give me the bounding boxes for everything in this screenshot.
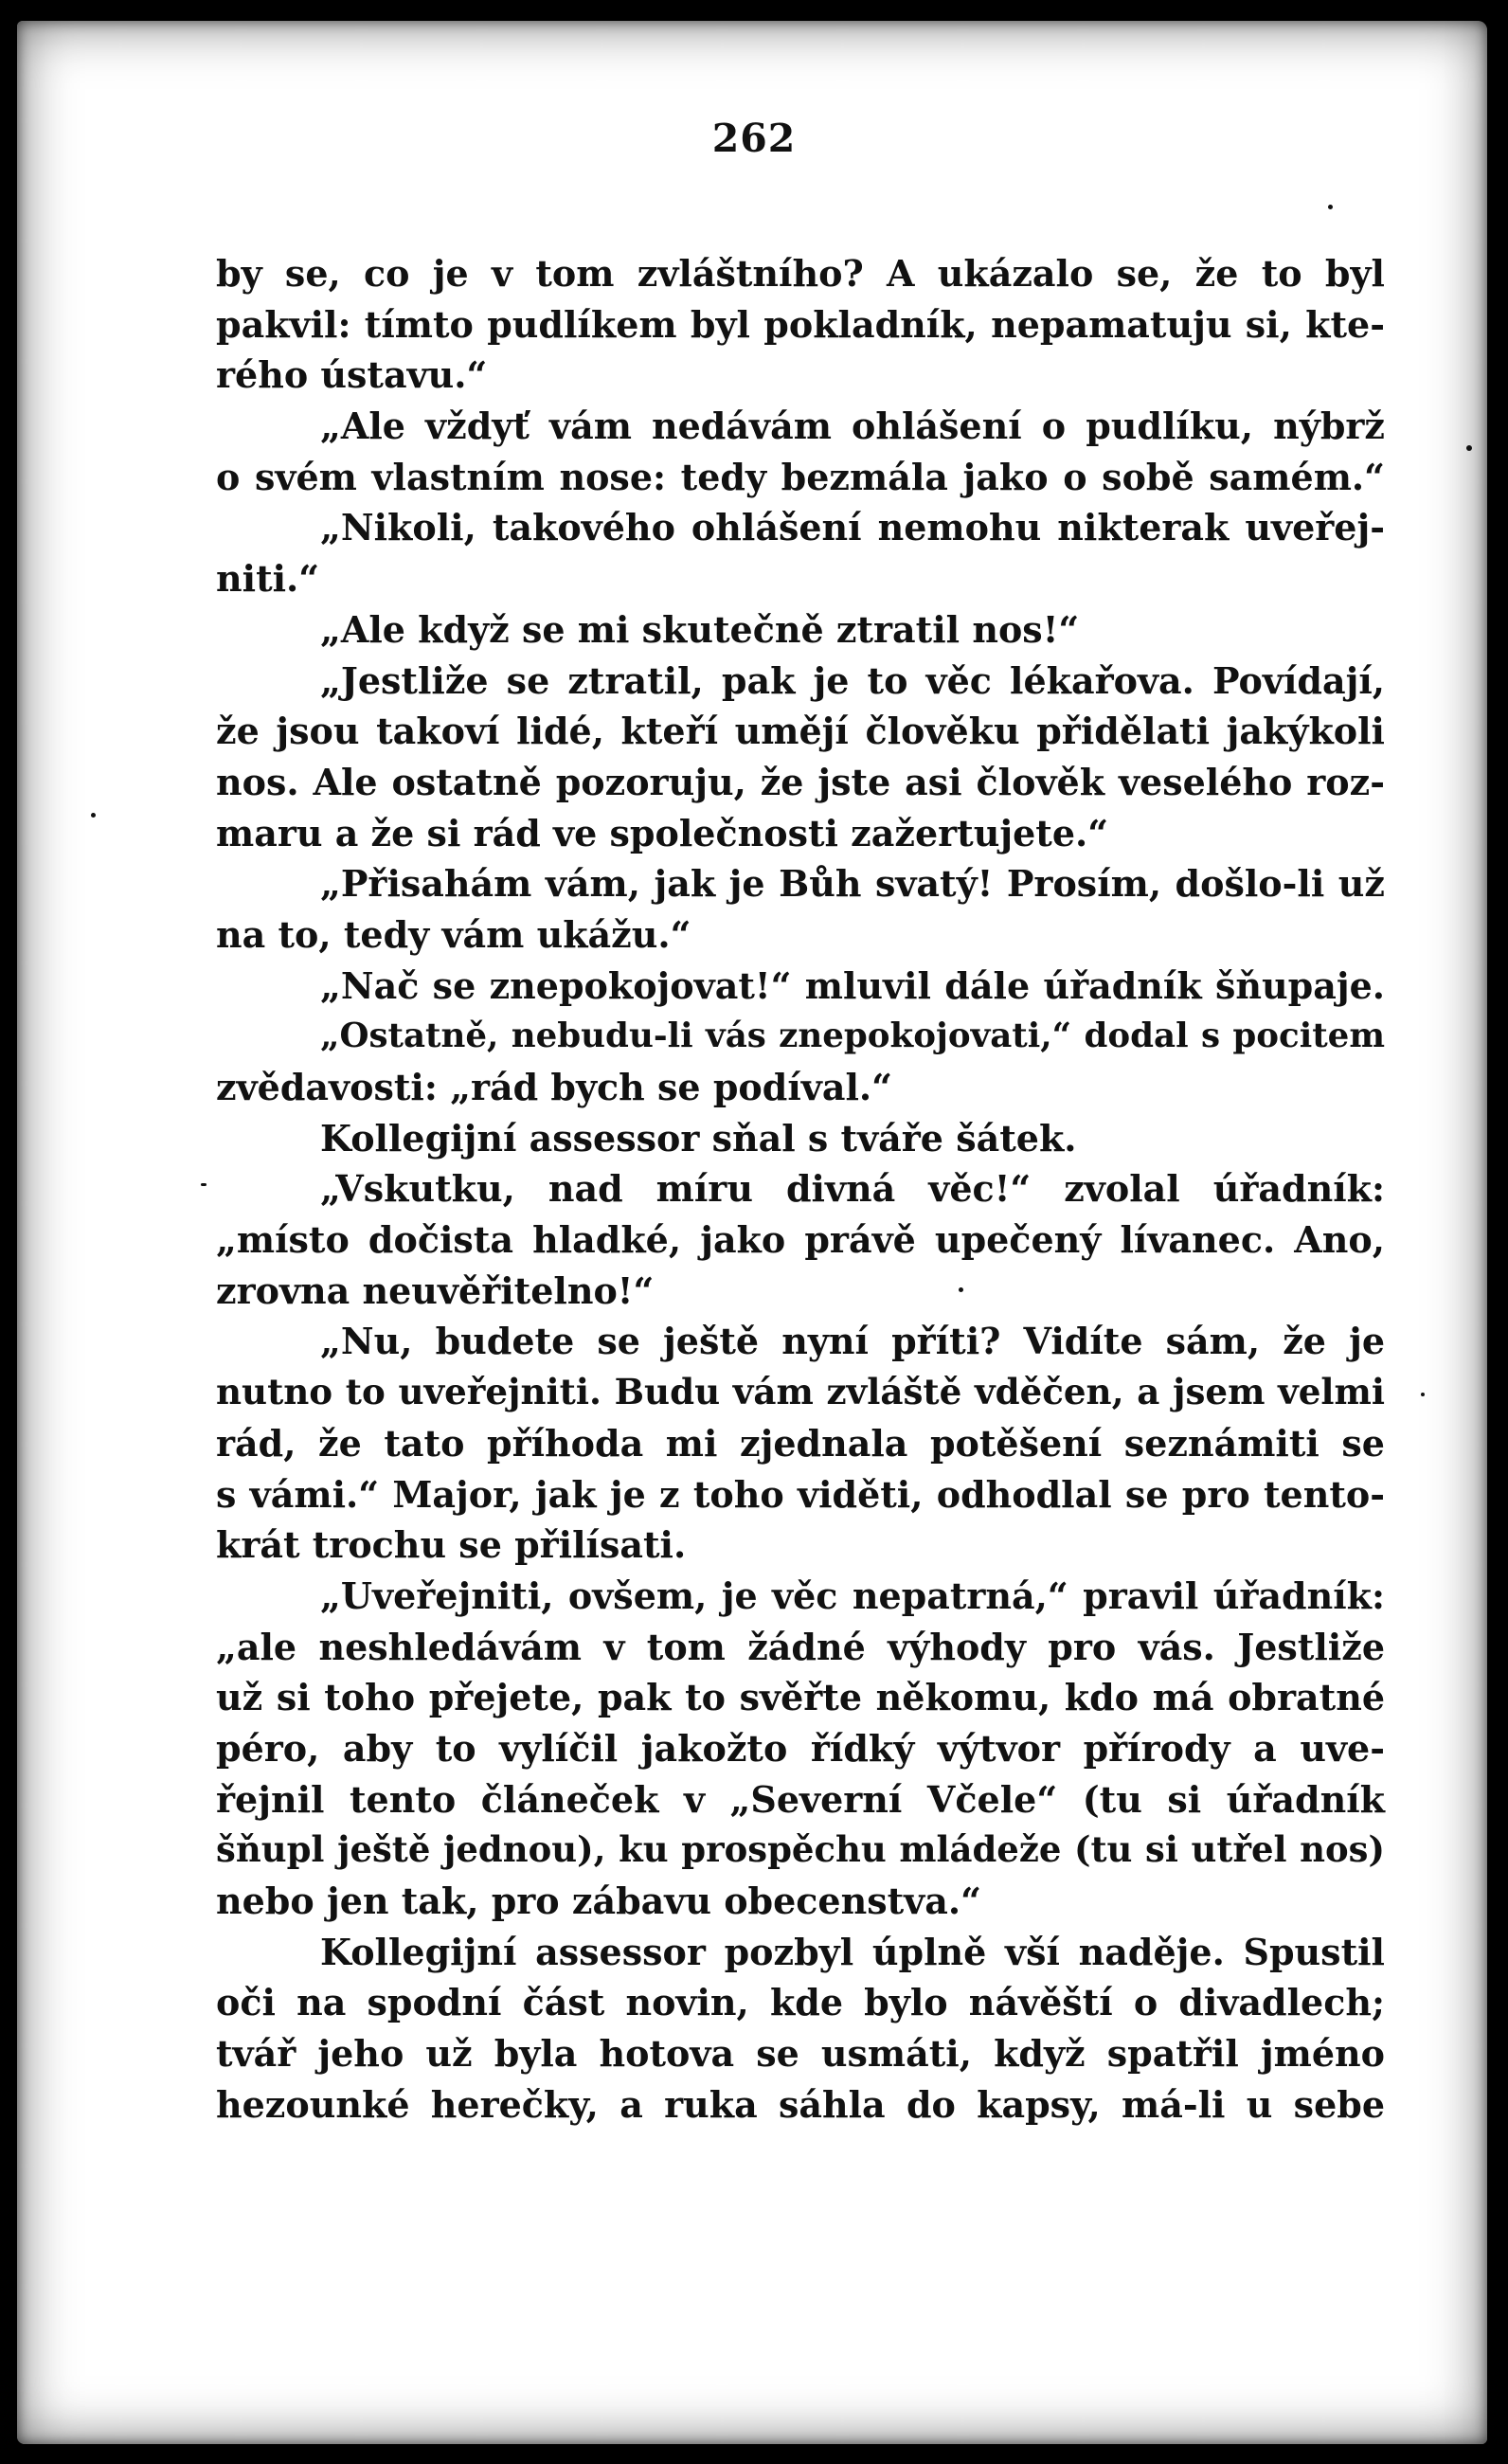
text-line: oči na spodní část novin, kde bylo návěští o divadlech; [216,1981,1385,2024]
text-line: tvář jeho už byla hotova se usmáti, když spatřil jméno [216,2032,1385,2076]
text-line: nutno to uveřejniti. Budu vám zvláště vděčen, a jsem velmi [216,1371,1385,1413]
scan-speck [91,813,96,818]
text-line: zrovna neuvěřitelno!“ [216,1268,655,1312]
body-text [216,248,1385,2130]
scan-speck [201,1183,206,1186]
scan-speck [1421,1393,1425,1396]
text-line: rého ústavu.“ [216,353,488,397]
text-line: péro, aby to vylíčil jakožto řídký výtvor přírody a uve- [216,1726,1385,1770]
scan-speck [1328,205,1333,209]
text-line: „ale neshledávám v tom žádné výhody pro vás. Jestliže [216,1625,1385,1668]
text-line: „Přisahám vám, jak je Bůh svatý! Prosím, došlo-li už [320,862,1385,906]
text-line: nebo jen tak, pro zábavu obecenstva.“ [216,1879,981,1922]
text-line: o svém vlastním nose: tedy bezmála jako o sobě samém.“ [216,455,1385,498]
text-line: „Vskutku, nad míru divná věc!“ zvolal úřadník: [320,1167,1385,1211]
text-line: Kollegijní assessor sňal s tváře šátek. [320,1116,1077,1160]
text-line: „Ale vždyť vám nedávám ohlášení o pudlíku, nýbrž [320,405,1385,448]
text-line: řejnil tento článeček v „Severní Včele“ (tu si úřadník [216,1777,1385,1821]
text-line: pakvil: tímto pudlíkem byl pokladník, nepamatuju si, kte- [216,302,1385,346]
text-line: „Ostatně, nebudu-li vás znepokojovati,“ dodal s pocitem [320,1016,1385,1056]
text-line: šňupl ještě jednou), ku prospěchu mládeže (tu si utřel nos) [216,1828,1385,1871]
text-line: hezounké herečky, a ruka sáhla do kapsy, má-li u sebe [216,2082,1385,2126]
text-line: „Nikoli, takového ohlášení nemohu nikterak uveřej- [320,506,1385,549]
text-line: na to, tedy vám ukážu.“ [216,912,691,956]
text-line: „Nač se znepokojovat!“ mluvil dále úřadník šňupaje. [320,963,1385,1007]
text-line: maru a že si rád ve společnosti zažertujete.“ [216,811,1109,854]
text-line: s vámi.“ Major, jak je z toho viděti, odhodlal se pro tento- [216,1472,1385,1516]
text-line: „místo dočista hladké, jako právě upečený lívanec. Ano, [216,1218,1385,1262]
scan-speck [959,1287,963,1292]
text-line: „Nu, budete se ještě nyní příti? Vidíte sám, že je [320,1320,1385,1363]
text-line: krát trochu se přilísati. [216,1523,687,1567]
text-line: že jsou takoví lidé, kteří umějí člověku přidělati jakýkoli [216,710,1385,753]
text-line: zvědavosti: „rád bych se podíval.“ [216,1066,892,1108]
text-line: „Uveřejniti, ovšem, je věc nepatrná,“ pravil úřadník: [320,1574,1385,1617]
page-number: 262 [711,116,797,161]
text-line: nos. Ale ostatně pozoruju, že jste asi člověk veselého roz- [216,760,1385,803]
text-line: Kollegijní assessor pozbyl úplně vší naděje. Spustil [320,1930,1385,1973]
text-line: by se, co je v tom zvláštního? A ukázalo se, že to byl [216,252,1385,295]
text-line: „Jestliže se ztratil, pak je to věc lékařova. Povídají, [320,658,1385,702]
text-line: rád, že tato příhoda mi zjednala potěšení seznámiti se [216,1421,1385,1465]
text-line: niti.“ [216,557,320,601]
text-line: už si toho přejete, pak to svěřte někomu, kdo má obratné [216,1676,1385,1719]
text-line: „Ale když se mi skutečně ztratil nos!“ [320,607,1080,651]
scan-speck [1466,445,1472,451]
